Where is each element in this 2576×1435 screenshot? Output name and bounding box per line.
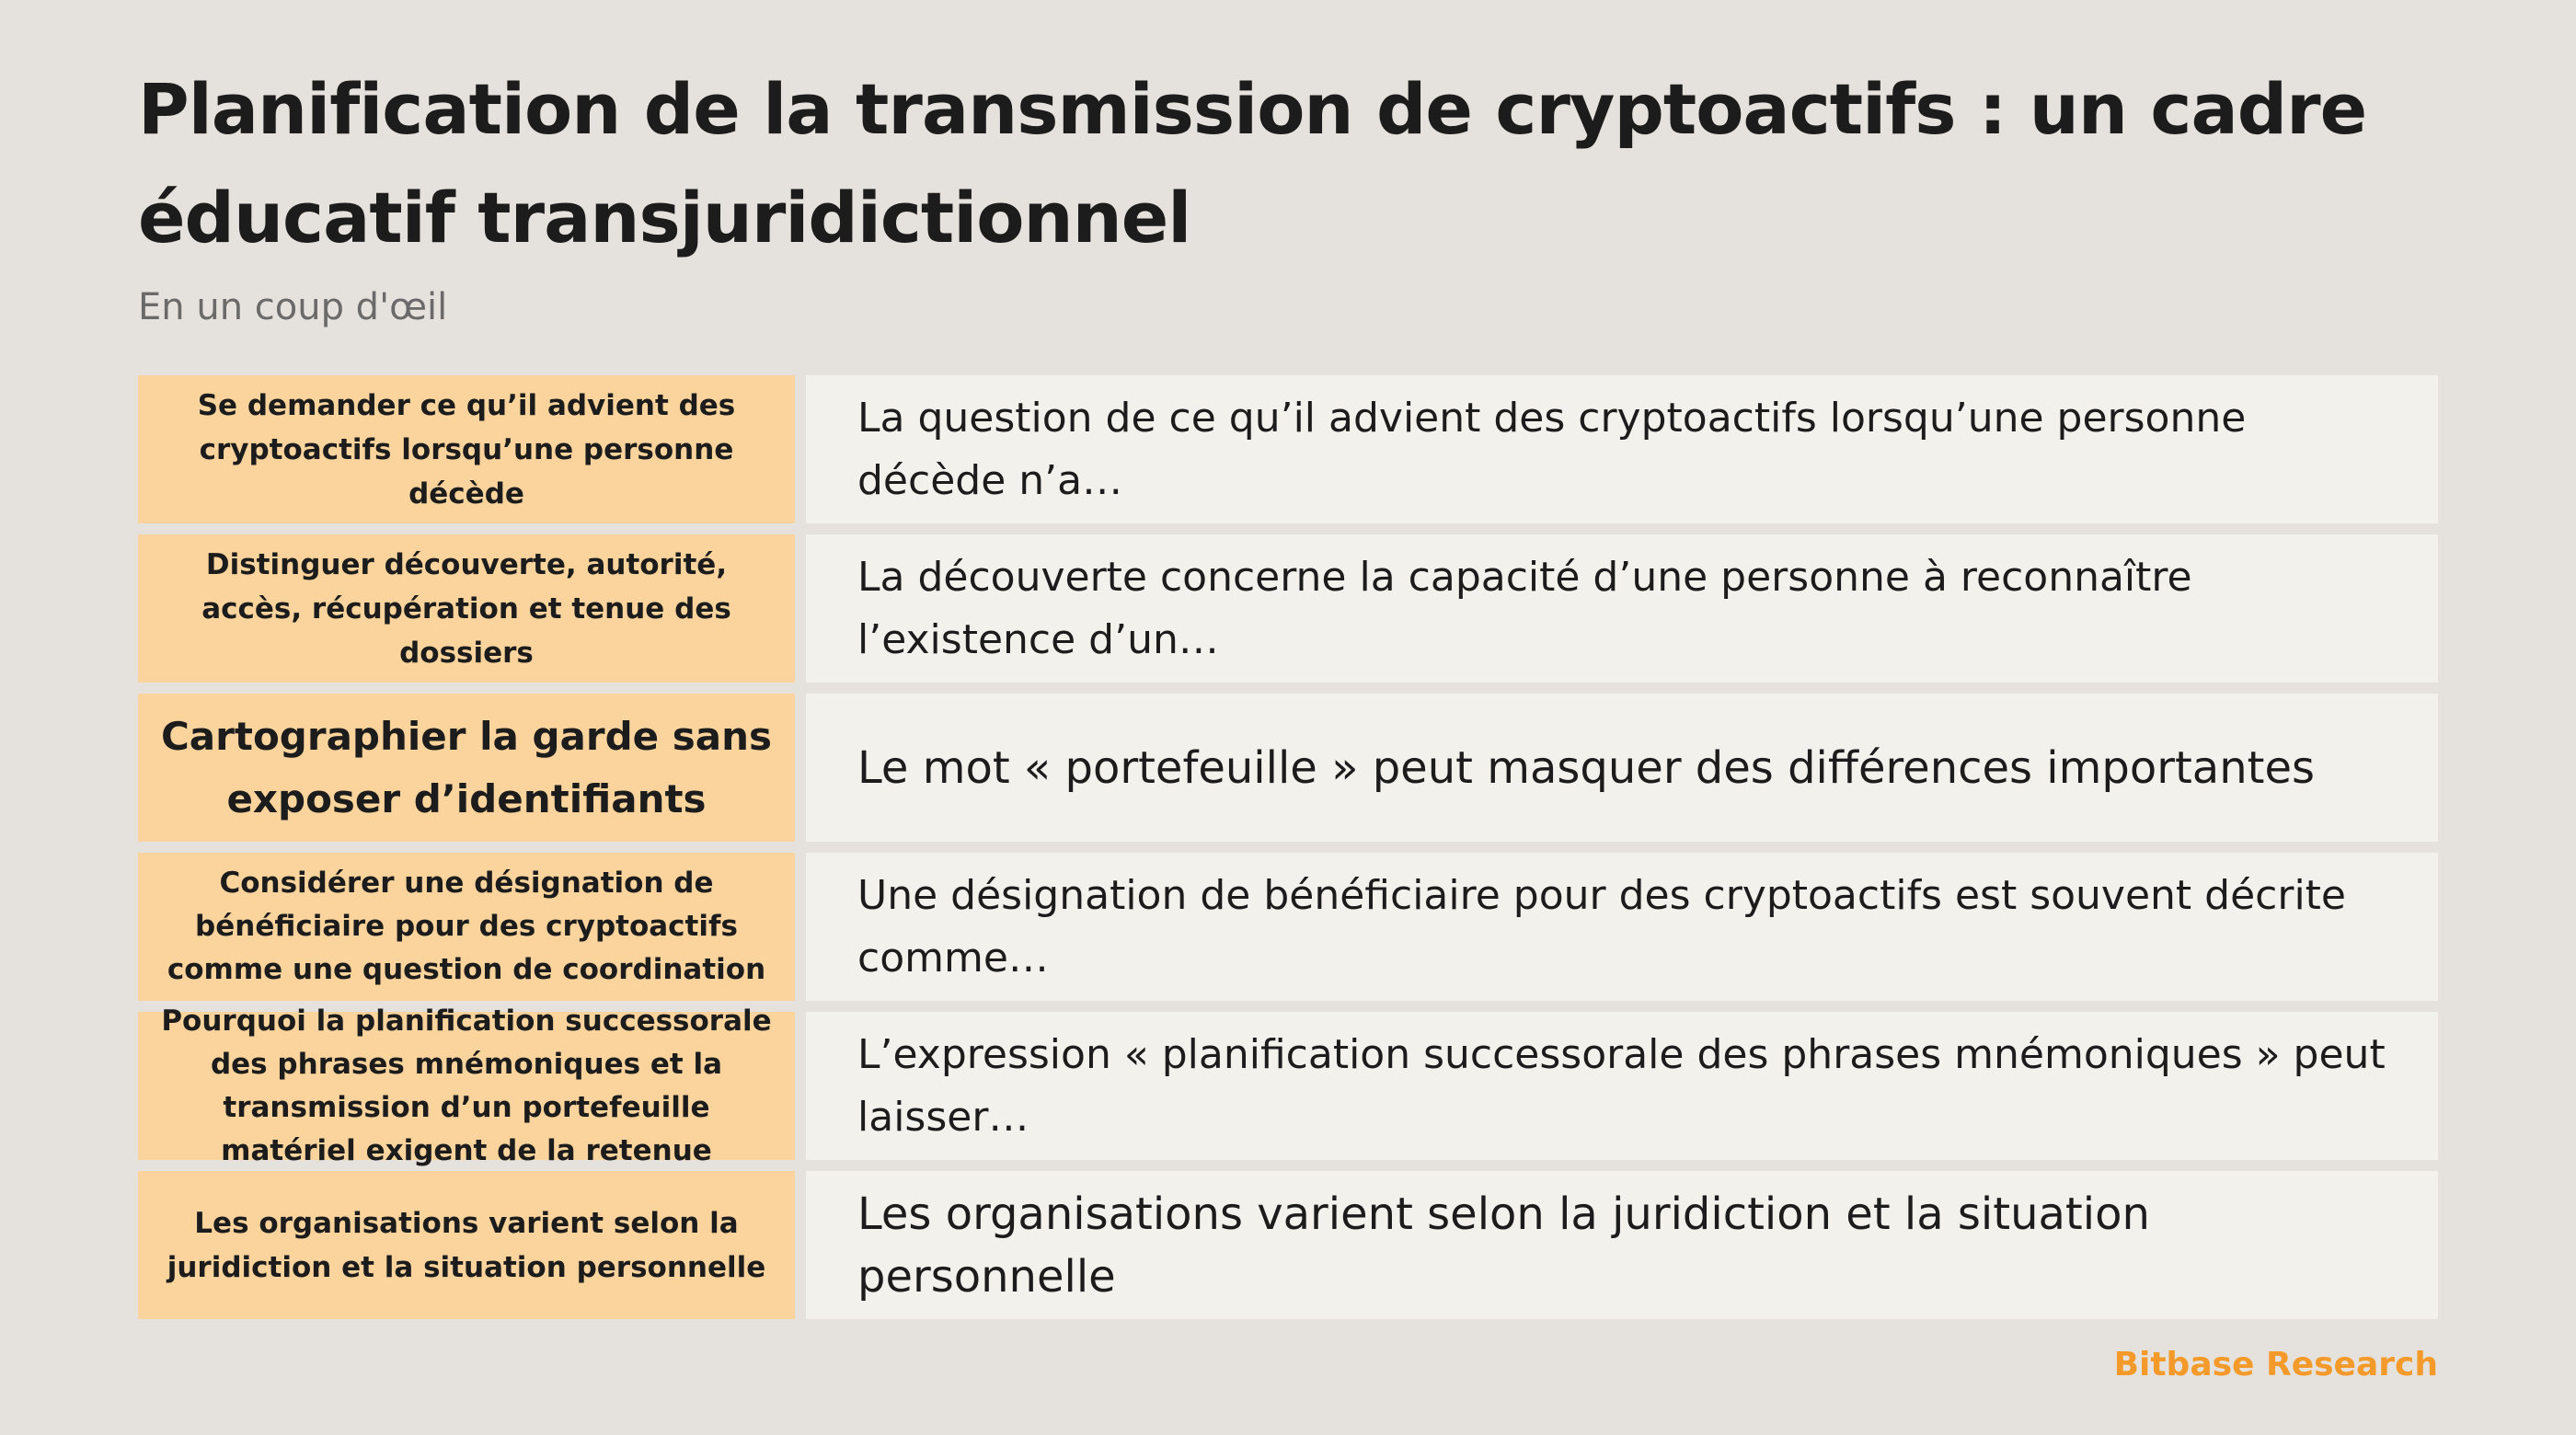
- row-text: L’expression « planification successorale des phrases mnémoniques » peut laisser…: [857, 1030, 2386, 1141]
- row-text: La découverte concerne la capacité d’une personne à reconnaître l’existence d’un…: [857, 553, 2192, 663]
- row-text-cell: [806, 1171, 2438, 1319]
- page: [138, 55, 2438, 1303]
- row-label: Considérer une désignation de bénéficiaire pour des cryptoactifs comme une question de coordination: [138, 853, 795, 1001]
- table-row: [138, 853, 2438, 1001]
- row-label: Se demander ce qu’il advient des cryptoactifs lorsqu’une personne décède: [138, 375, 795, 523]
- page-subtitle: En un coup d'œil: [138, 286, 448, 328]
- overview-table: [138, 375, 2438, 1330]
- row-text-cell: [806, 375, 2438, 523]
- table-row: [138, 694, 2438, 842]
- row-text-cell: [806, 694, 2438, 842]
- page-title: Planification de la transmission de cryptoactifs : un cadre éducatif transjuridictionnel: [138, 68, 2367, 258]
- row-text-cell: [806, 534, 2438, 683]
- row-text: Les organisations varient selon la juridiction et la situation personnelle: [857, 1188, 2150, 1303]
- row-text: La question de ce qu’il advient des cryptoactifs lorsqu’une personne décède n’a…: [857, 394, 2247, 504]
- row-text-cell: [806, 1012, 2438, 1160]
- row-text: Le mot « portefeuille » peut masquer des différences importantes: [857, 741, 2315, 794]
- row-text: Une désignation de bénéficiaire pour des cryptoactifs est souvent décrite comme…: [857, 871, 2346, 982]
- row-text-cell: [806, 853, 2438, 1001]
- table-row: [138, 375, 2438, 523]
- brand-label: Bitbase Research: [2113, 1346, 2438, 1383]
- row-label: Pourquoi la planification successorale des phrases mnémoniques et la transmission d’un portefeuille matériel exigent de la retenue: [138, 1012, 795, 1160]
- row-label: Les organisations varient selon la juridiction et la situation personnelle: [138, 1171, 795, 1319]
- row-label: Distinguer découverte, autorité, accès, récupération et tenue des dossiers: [138, 534, 795, 683]
- row-label: Cartographier la garde sans exposer d’identifiants: [138, 694, 795, 842]
- table-row: [138, 534, 2438, 683]
- table-row: [138, 1004, 2438, 1167]
- table-row: [138, 1171, 2438, 1319]
